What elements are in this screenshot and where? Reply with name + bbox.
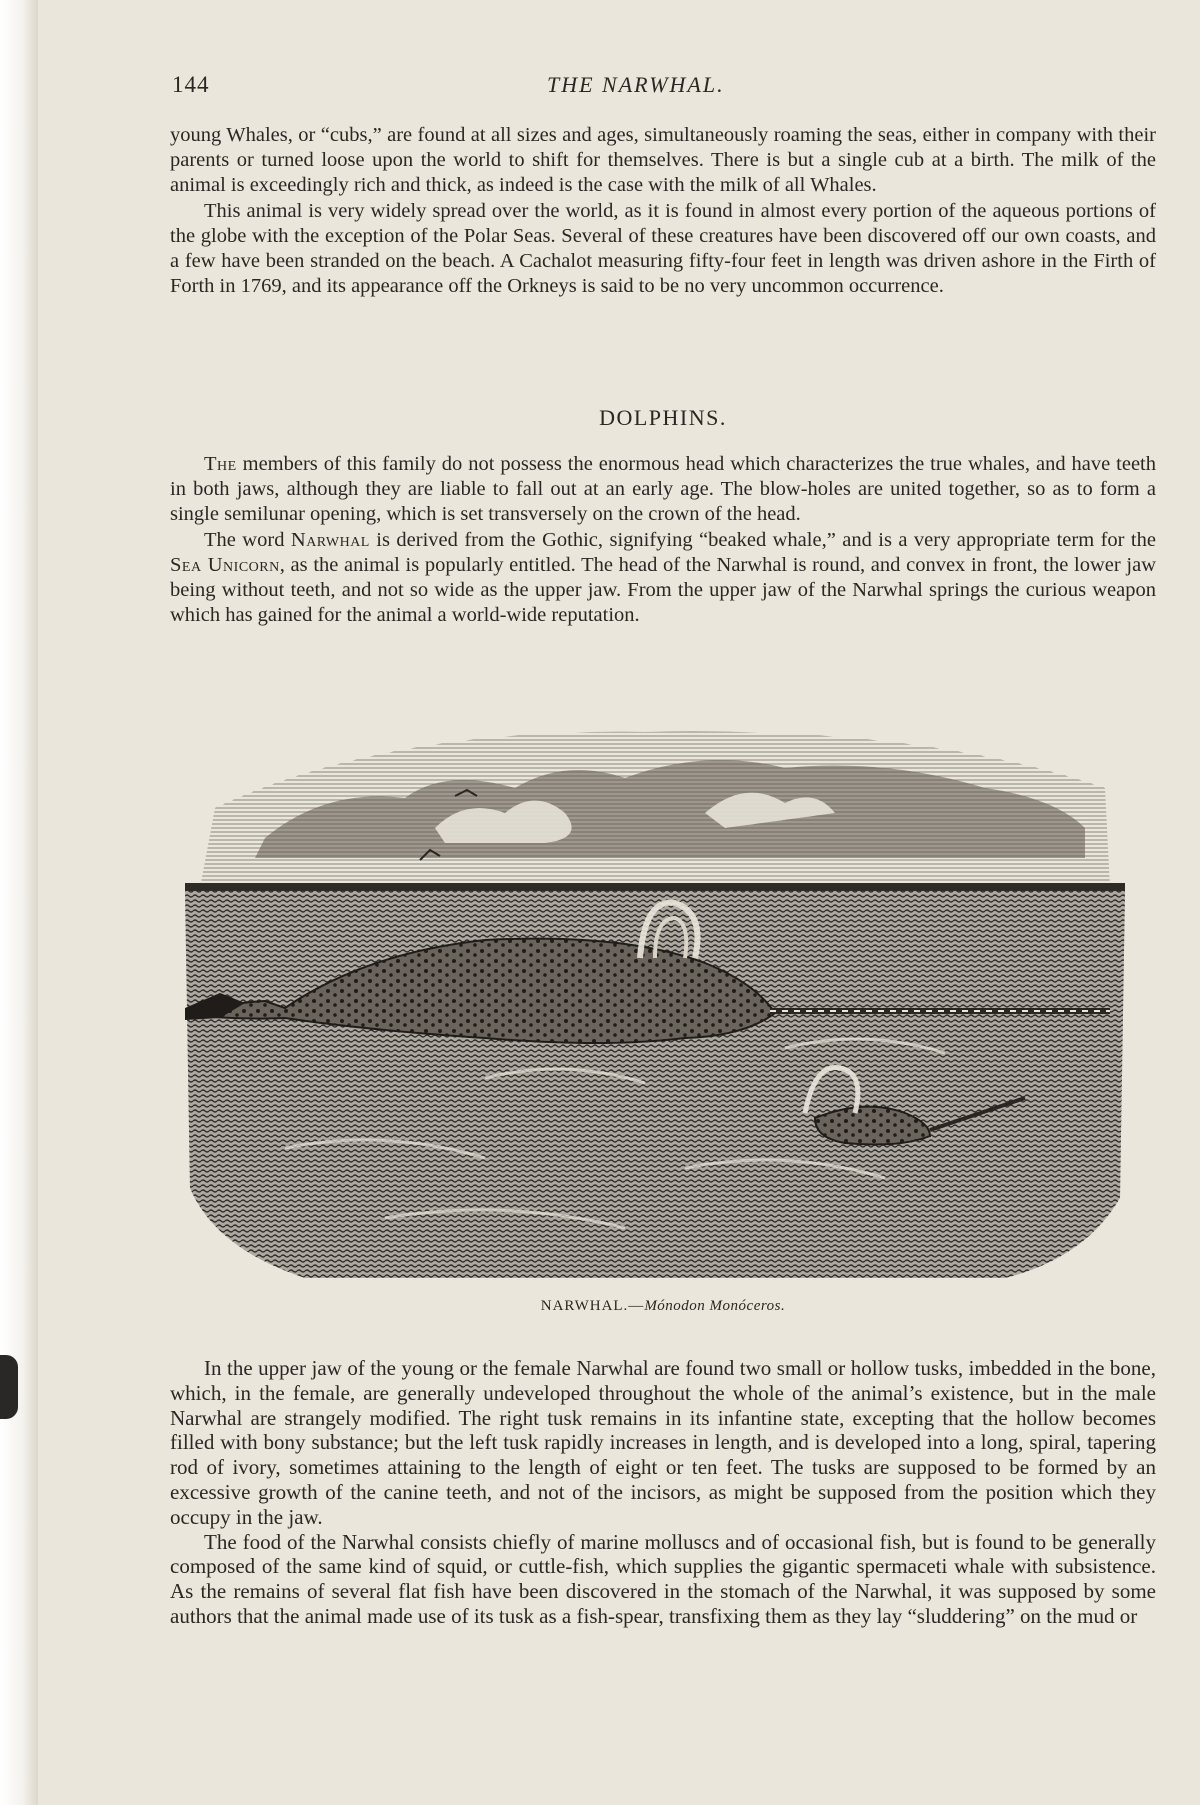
running-title: THE NARWHAL. — [547, 72, 725, 97]
paragraph-text: members of this family do not possess the enormous head which characterizes the true whales, and have teeth in both jaws, although they are liable to fall out at an early age. The blow-holes are united together, so as to form a single semilunar opening, which is set transversely on the crown of the head. — [170, 453, 1156, 526]
paragraph: The food of the Narwhal consists chiefly of marine molluscs and of occasional fish, but is found to be generally composed of the same kind of squid, or cuttle-fish, which supplies the gigantic spermaceti whale with subsistence. As the remains of several flat fish have been discovered in the stomach of the Narwhal, it was supposed by some authors that the animal made use of its tusk as a fish-spear, transfixing them as they lay “sluddering” on the mud or — [170, 1529, 1156, 1628]
paragraph — [170, 528, 1156, 629]
caption-latin-name: Mónodon Monóceros. — [644, 1298, 786, 1314]
paragraph: This animal is very widely spread over the world, as it is found in almost every portion of the aqueous portions of the globe with the exception of the Polar Seas. Several of these creatures have been discovered off our own coasts, and a few have been stranded on the beach. A Cachalot measuring fifty-four feet in length was driven ashore in the Firth of Forth in 1769, and its appearance off the Orkneys is said to be no very uncommon occurrence. — [170, 199, 1156, 298]
page-number: 144 — [172, 72, 210, 97]
figure-caption — [170, 1298, 1156, 1315]
text-block-dolphins — [170, 452, 1156, 628]
term-narwhal: Narwhal — [290, 528, 370, 551]
paragraph — [170, 452, 1156, 528]
section-heading: DOLPHINS. — [599, 405, 727, 430]
text-block-bottom — [170, 1356, 1156, 1629]
paragraph-text: The word — [204, 528, 291, 551]
term-sea-unicorn: Sea Unicorn — [170, 553, 280, 576]
paragraph: young Whales, or “cubs,” are found at all sizes and ages, simultaneously roaming the seas, either in company with their parents or turned loose upon the world to shift for themselves. There is but a single cub at a birth. The milk of the animal is exceedingly rich and thick, as indeed is the case with the milk of all Whales. — [170, 124, 1156, 197]
caption-name: NARWHAL.— — [540, 1298, 645, 1314]
engraving-narwhal-icon — [185, 718, 1125, 1288]
paragraph-text: , as the animal is popularly entitled. The head of the Narwhal is round, and convex in front, the lower jaw being without teeth, and not so wide as the upper jaw. From the upper jaw of the Narwhal springs the curious weapon which has gained for the animal a world-wide reputation. — [170, 553, 1156, 627]
paragraph: In the upper jaw of the young or the female Narwhal are found two small or hollow tusks, imbedded in the bone, which, in the female, are generally undeveloped throughout the whole of the animal’s existence, but in the male Narwhal are strangely modified. The right tusk remains in its infantine state, excepting that the hollow becomes filled with bony substance; but the left tusk rapidly increases in length, and is developed into a long, spiral, tapering rod of ivory, sometimes attaining to the length of eight or ten feet. The tusks are supposed to be formed by an excessive growth of the canine teeth, and not of the incisors, as might be supposed from the position which they occupy in the jaw. — [170, 1356, 1156, 1529]
paragraph-text: is derived from the Gothic, signifying “beaked whale,” and is a very appropriate term for the — [369, 528, 1156, 551]
narwhal-engraving — [185, 718, 1125, 1288]
page-header — [172, 72, 1162, 102]
text-block-top — [170, 123, 1156, 299]
binding-clip — [0, 1355, 18, 1419]
lead-word: The — [204, 453, 237, 475]
page-margin-shadow — [0, 0, 38, 1805]
